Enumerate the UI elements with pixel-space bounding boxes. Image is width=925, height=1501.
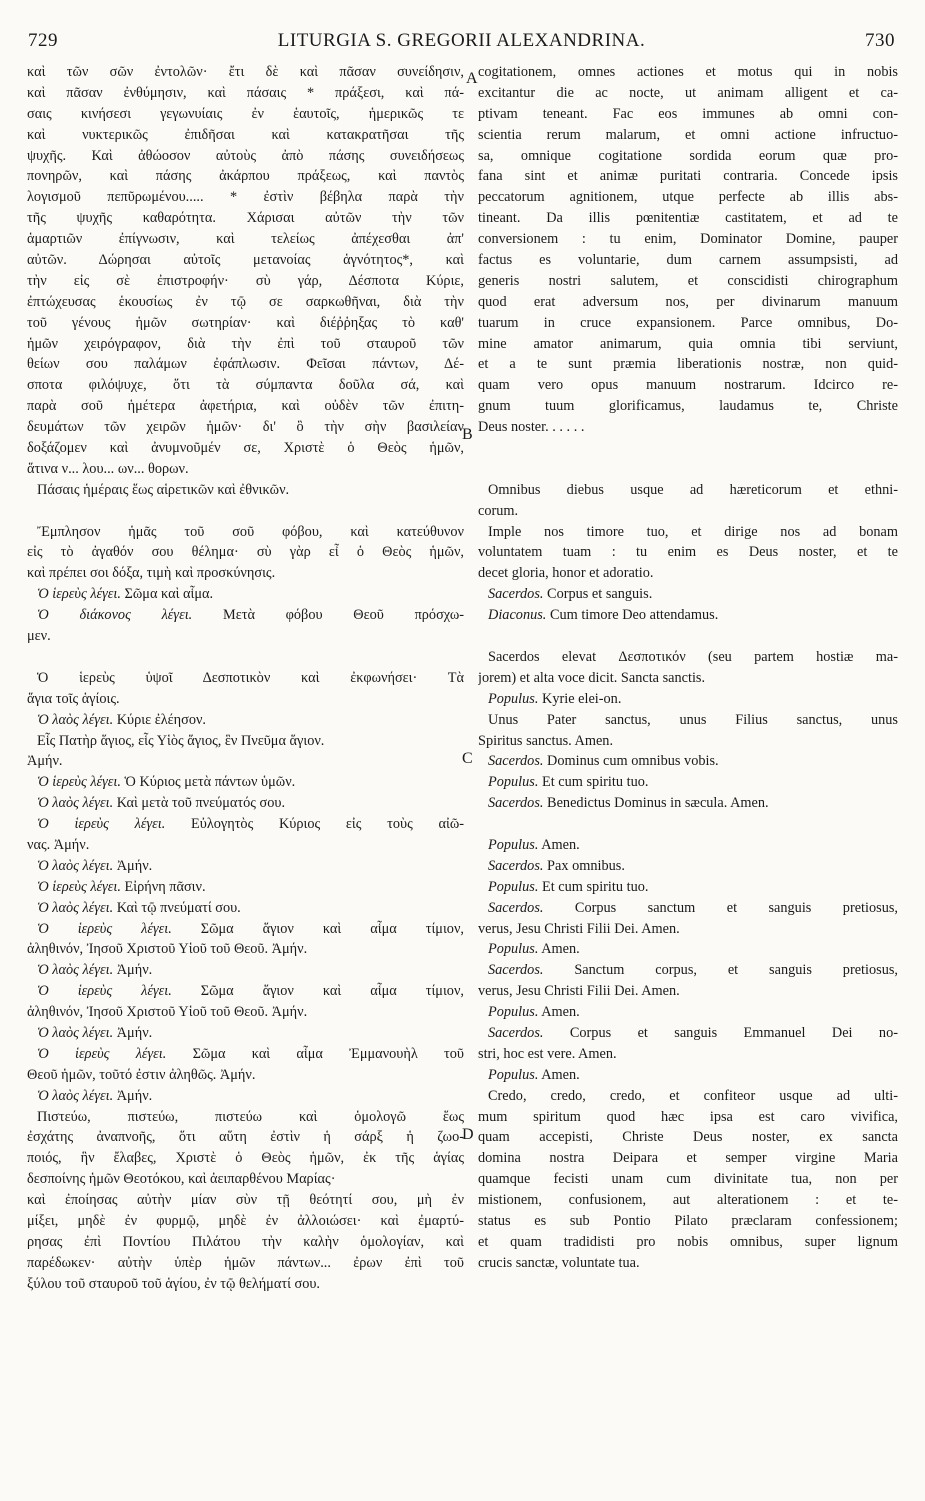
greek-text-line: δευμάτων τῶν χειρῶν ἡμῶν· δι' ὃ τὴν σὴν βασιλείαν: [27, 419, 464, 436]
column-marker-b: B: [462, 426, 473, 443]
greek-text-line: Θεοῦ ἡμῶν, τοῦτό ἐστιν ἀληθῶς. Ἀμήν.: [27, 1066, 256, 1083]
latin-text-line: Sacerdos. Corpus et sanguis.: [488, 586, 653, 603]
greek-text-line: Ὁ ἱερεὺς λέγει. Εἰρήνη πᾶσιν.: [37, 878, 206, 895]
speaker-rubric: Populus.: [488, 1004, 539, 1021]
greek-text-line: σαις κινήσεσι γεγωνυίαις ἐν ἑαυτοῖς, ἡμερικῶς τε: [27, 105, 464, 122]
page-header: [28, 30, 895, 58]
greek-text-line: Ὁ ἱερεὺς λέγει. Σῶμα καὶ αἷμα.: [37, 586, 214, 603]
greek-text-line: Ὁ λαὸς λέγει. Κύριε ἐλέησον.: [37, 711, 207, 728]
greek-text-line: παρὰ σοῦ ἡμέτερα ἀφετήρια, καὶ οὐδὲν τῶν ἐπιτη-: [27, 398, 464, 415]
speaker-rubric: Populus.: [488, 941, 539, 958]
speaker-rubric: Ὁ λαὸς λέγει.: [37, 857, 114, 874]
greek-text-line: ρησας ἐπὶ Ποντίου Πιλάτου τὴν καλὴν ὁμολογίαν, καὶ: [27, 1233, 464, 1250]
greek-text-line: Ὁ λαὸς λέγει. Καὶ τῷ πνεύματί σου.: [37, 899, 241, 916]
page-number-right: 730: [865, 30, 895, 51]
greek-text-line: τῆς ψυχῆς καθαρότητα. Χάρισαι αὐτῶν τὴν τῶν: [27, 210, 464, 227]
greek-text-line: ἅτινα ν... λου... ων... θορων.: [27, 460, 189, 477]
latin-text-line: Populus. Amen.: [488, 1004, 580, 1021]
greek-text-line: παρέδωκεν· αὐτὴν ὑπὲρ ἡμῶν πάντων... ἐρων ἐπὶ τοῦ: [27, 1254, 464, 1271]
greek-text-line: ἐσχάτης ἀναπνοῆς, ὅτι αὕτη ἐστὶν ἡ σάρξ ἡ ζωο-: [27, 1129, 464, 1146]
latin-text-line: Spiritus sanctus. Amen.: [478, 732, 614, 749]
speaker-rubric: Populus.: [488, 690, 539, 707]
greek-text-line: καὶ πρέπει σοι δόξα, τιμὴ καὶ προσκύνησις.: [27, 565, 276, 582]
greek-text-line: Εἷς Πατὴρ ἅγιος, εἷς Υἱὸς ἅγιος, ἓν Πνεῦμα ἅγιον.: [37, 732, 325, 749]
latin-text-line: status es sub Pontio Pilato præclaram confessionem;: [478, 1212, 898, 1229]
latin-text-line: Diaconus. Cum timore Deo attendamus.: [488, 607, 719, 624]
greek-text-line: Ὁ λαὸς λέγει. Ἀμήν.: [37, 1024, 153, 1041]
latin-text-line: et a te sunt præmia liberationis nostræ, non quid-: [478, 356, 898, 373]
column-marker-d: D: [462, 1126, 474, 1143]
latin-text-line: tuarum in cruce expansionem. Parce omnibus, Do-: [478, 314, 898, 331]
latin-text-line: sa, omnique cogitatione sordida eorum quæ pro-: [478, 147, 898, 164]
latin-text-line: Populus. Amen.: [488, 836, 580, 853]
greek-text-line: ἀληθινόν, Ἰησοῦ Χριστοῦ Υἱοῦ τοῦ Θεοῦ. Ἀμήν.: [27, 1004, 308, 1021]
greek-text-line: σποτα φιλόψυχε, ὅτι τὰ σύμπαντα δοῦλα σά, καὶ: [27, 377, 464, 394]
latin-text-line: Populus. Et cum spiritu tuo.: [488, 878, 649, 895]
speaker-rubric: Sacerdos.: [488, 899, 544, 916]
greek-text-line: δοξάζομεν καὶ ἀνυμνοῦμέν σε, Χριστὲ ὁ Θεὸς ἡμῶν,: [27, 440, 464, 457]
greek-text-line: Ἀμήν.: [27, 753, 63, 770]
greek-text-line: πονηρῶν, καὶ πάσης ἀκάρπου πράξεως, καὶ παντὸς: [27, 168, 464, 185]
greek-text-line: καὶ νυκτερικῶς ἐπιδῆσαι καὶ κατακρατῆσαι τῆς: [27, 126, 464, 143]
greek-text-line: Ὁ λαὸς λέγει. Ἀμήν.: [37, 1087, 153, 1104]
greek-text-line: θείων σου παλάμων ἐφάπλωσιν. Φεῖσαι πάντων, Δέ-: [27, 356, 464, 373]
speaker-rubric: Populus.: [488, 774, 539, 791]
latin-text-line: tineant. Da illis pœnitentiæ castitatem, et ad te: [478, 210, 898, 227]
latin-text-line: Sacerdos elevat Δεσποτικόν (seu partem hostiæ ma-: [488, 648, 898, 665]
speaker-rubric: Ὁ διάκονος λέγει.: [37, 607, 193, 624]
latin-text-line: Populus. Et cum spiritu tuo.: [488, 774, 649, 791]
latin-text-line: corum.: [478, 502, 519, 519]
greek-text-line: Πιστεύω, πιστεύω, πιστεύω καὶ ὁμολογῶ ἕως: [37, 1108, 464, 1125]
speaker-rubric: Ὁ λαὸς λέγει.: [37, 1087, 114, 1104]
latin-text-line: excitantur die ac nocte, ut animam alligent et ca-: [478, 84, 898, 101]
latin-text-line: quam vero opus manuum nostrarum. Idcirco re-: [478, 377, 898, 394]
latin-text-line: decet gloria, honor et adoratio.: [478, 565, 654, 582]
greek-text-line: Ὁ ἱερεὺς λέγει. Ὁ Κύριος μετὰ πάντων ὑμῶν.: [37, 774, 296, 791]
latin-text-line: Sacerdos. Sanctum corpus, et sanguis pretiosus,: [488, 962, 898, 979]
speaker-rubric: Ὁ ἱερεὺς λέγει.: [37, 774, 121, 791]
column-marker-c: C: [462, 750, 473, 767]
greek-text-line: αὐτῶν. Δώρησαι αὐτοῖς μετανοίας ἁγνότητος*, καὶ: [27, 252, 464, 269]
latin-text-line: mistionem, confusionem, aut alterationem : et te-: [478, 1192, 898, 1209]
greek-text-line: νας. Ἀμήν.: [27, 836, 90, 853]
latin-text-line: mum spiritum quod hæc ipsa est caro vivifica,: [478, 1108, 898, 1125]
latin-text-line: scientia rerum malarum, et omni actione infructuo-: [478, 126, 898, 143]
latin-text-line: quam accepisti, Christe Deus noster, ex sancta: [478, 1129, 898, 1146]
greek-text-line: Πάσαις ἡμέραις ἕως αἱρετικῶν καὶ ἐθνικῶν.: [37, 481, 290, 498]
speaker-rubric: Sacerdos.: [488, 1024, 544, 1041]
latin-text-line: Sacerdos. Pax omnibus.: [488, 857, 625, 874]
latin-text-line: [478, 814, 898, 835]
greek-text-line: εἰς τὸ ἀγαθόν σου θέλημα· σὺ γὰρ εἶ ὁ Θεὸς ἡμῶν,: [27, 544, 464, 561]
greek-text-line: [27, 501, 464, 522]
latin-text-line: verus, Jesu Christi Filii Dei. Amen.: [478, 983, 680, 1000]
speaker-rubric: Ὁ ἱερεὺς λέγει.: [37, 586, 121, 603]
greek-column: [27, 62, 464, 1295]
greek-text-line: Ὁ ἱερεὺς λέγει. Εὐλογητὸς Κύριος εἰς τοὺς αἰῶ-: [37, 816, 464, 833]
speaker-rubric: Ὁ λαὸς λέγει.: [37, 962, 114, 979]
speaker-rubric: Diaconus.: [488, 607, 547, 624]
latin-text-line: Sacerdos. Dominus cum omnibus vobis.: [488, 753, 719, 770]
speaker-rubric: Ὁ ἱερεὺς λέγει.: [37, 878, 121, 895]
speaker-rubric: Ὁ ἱερεὺς λέγει.: [37, 1045, 167, 1062]
latin-text-line: voluntatem tuam : tu enim es Deus noster, et te: [478, 544, 898, 561]
speaker-rubric: Ὁ λαὸς λέγει.: [37, 711, 114, 728]
speaker-rubric: Sacerdos.: [488, 795, 544, 812]
latin-text-line: et quam tradidisti pro nobis omnibus, super lignum: [478, 1233, 898, 1250]
speaker-rubric: Ὁ ἱερεὺς λέγει.: [37, 816, 166, 833]
speaker-rubric: Ὁ ἱερεὺς λέγει.: [37, 983, 172, 1000]
speaker-rubric: Populus.: [488, 1066, 539, 1083]
greek-text-line: λογισμοῦ πεπῦρωμένου..... * ἐστὶν βέβηλα παρὰ τὴν: [27, 189, 464, 206]
greek-text-line: μίξει, μηδὲ ἐν φυρμῷ, μηδὲ ἐν ἀλλοιώσει· καὶ ἐμαρτύ-: [27, 1212, 464, 1229]
latin-text-line: Imple nos timore tuo, et dirige nos ad bonam: [488, 523, 898, 540]
greek-text-line: Ὁ λαὸς λέγει. Ἀμήν.: [37, 857, 153, 874]
page-number-left: 729: [28, 30, 58, 51]
latin-text-line: Omnibus diebus usque ad hæreticorum et ethni-: [488, 481, 898, 498]
latin-text-line: jorem) et alta voce dicit. Sancta sanctis.: [478, 669, 706, 686]
latin-text-line: Credo, credo, credo, et confiteor usque ad ulti-: [488, 1087, 898, 1104]
latin-text-line: Deus noster. . . . . .: [478, 419, 585, 436]
greek-text-line: τὴν εἰς σὲ ἐπιστροφήν· σὺ γάρ, Δέσποτα Κύριε,: [27, 272, 464, 289]
greek-text-line: καὶ τῶν σῶν ἐντολῶν· ἔτι δὲ καὶ πᾶσαν συνείδησιν,: [27, 64, 464, 80]
latin-text-line: gnum tuum glorificamus, laudamus te, Christe: [478, 398, 898, 415]
greek-text-line: Ὁ ἱερεὺς λέγει. Σῶμα καὶ αἷμα Ἐμμανουὴλ τοῦ: [37, 1045, 464, 1062]
speaker-rubric: Sacerdos.: [488, 586, 544, 603]
greek-text-line: ψυχῆς. Καὶ ἀθώοσον αὐτοὺς ἀπὸ πάσης συνειδήσεως: [27, 147, 464, 164]
speaker-rubric: Ὁ λαὸς λέγει.: [37, 899, 114, 916]
column-marker-a: A: [466, 70, 478, 87]
latin-text-line: Populus. Amen.: [488, 1066, 580, 1083]
latin-text-line: conversionem : tu enim, Dominator Domine, pauper: [478, 231, 898, 248]
running-title: LITURGIA S. GREGORII ALEXANDRINA.: [277, 30, 646, 51]
latin-text-line: ptivam teneant. Fac eos immunes ab omni con-: [478, 105, 898, 122]
latin-text-line: [478, 438, 898, 459]
latin-text-line: Populus. Kyrie elei-on.: [488, 690, 622, 707]
greek-text-line: ἡμῶν χειρόγραφον, διὰ τὴν ἐπὶ τοῦ σταυροῦ τῶν: [27, 335, 464, 352]
latin-text-line: peccatorum agnitionem, utque perfecte ab illis abs-: [478, 189, 898, 206]
greek-text-line: Ὁ λαὸς λέγει. Ἀμήν.: [37, 962, 153, 979]
speaker-rubric: Ὁ λαὸς λέγει.: [37, 1024, 114, 1041]
speaker-rubric: Populus.: [488, 878, 539, 895]
latin-text-line: stri, hoc est vere. Amen.: [478, 1045, 617, 1062]
greek-text-line: ξύλου τοῦ σταυροῦ τοῦ ἁγίου, ἐν τῷ θελήματί σου.: [27, 1275, 321, 1292]
latin-text-line: generis nostri salutem, et conscidisti chirographum: [478, 272, 898, 289]
speaker-rubric: Populus.: [488, 836, 539, 853]
greek-text-line: ἅγια τοῖς ἁγίοις.: [27, 690, 120, 707]
latin-text-line: [478, 459, 898, 480]
greek-text-line: Ὁ ἱερεὺς ὑψοῖ Δεσποτικὸν καὶ ἐκφωνήσει· Τὰ: [37, 669, 464, 686]
latin-text-line: quamque fecisti unam cum divinitate tua, non per: [478, 1171, 898, 1188]
latin-text-line: Sacerdos. Corpus et sanguis Emmanuel Dei no-: [488, 1024, 898, 1041]
speaker-rubric: Sacerdos.: [488, 753, 544, 770]
greek-text-line: μεν.: [27, 628, 51, 645]
speaker-rubric: Ὁ ἱερεὺς λέγει.: [37, 920, 172, 937]
latin-text-line: Sacerdos. Corpus sanctum et sanguis pretiosus,: [488, 899, 898, 916]
latin-text-line: Populus. Amen.: [488, 941, 580, 958]
greek-text-line: τοῦ γένους ἡμῶν σωτηρίαν· καὶ διέῤῥηξας τὸ καθ': [27, 314, 464, 331]
greek-text-line: καὶ πᾶσαν ἐνθύμησιν, καὶ πάσαις * πράξεσι, καὶ πά-: [27, 84, 464, 101]
latin-text-line: verus, Jesu Christi Filii Dei. Amen.: [478, 920, 680, 937]
greek-text-line: δεσποίνης ἡμῶν Θεοτόκου, καὶ ἀειπαρθένου Μαρίας·: [27, 1171, 336, 1188]
latin-text-line: fana sint et animæ puritati contraria. Concede ipsis: [478, 168, 898, 185]
latin-text-line: Sacerdos. Benedictus Dominus in sæcula. Amen.: [488, 795, 769, 812]
speaker-rubric: Ὁ λαὸς λέγει.: [37, 795, 114, 812]
greek-text-line: Ὁ ἱερεὺς λέγει. Σῶμα ἅγιον καὶ αἷμα τίμιον,: [37, 983, 464, 1000]
speaker-rubric: Sacerdos.: [488, 857, 544, 874]
latin-column: [478, 62, 898, 1274]
greek-text-line: ποιός, ἣν ἔλαβες, Χριστὲ ὁ Θεὸς ἡμῶν, ἐκ τῆς ἁγίας: [27, 1150, 464, 1167]
latin-text-line: factus es voluntarie, dum carnem assumpsisti, ad: [478, 252, 898, 269]
latin-text-line: quod erat adversum nos, per divinarum manuum: [478, 293, 898, 310]
greek-text-line: ἐπτώχευσας ἑκουσίως ἐν τῷ σε σαρκωθῆναι, διὰ τὴν: [27, 293, 464, 310]
greek-text-line: ἀληθινόν, Ἰησοῦ Χριστοῦ Υἱοῦ τοῦ Θεοῦ. Ἀμήν.: [27, 941, 308, 958]
latin-text-line: [478, 626, 898, 647]
latin-text-line: cogitationem, omnes actiones et motus qui in nobis: [478, 64, 898, 80]
greek-text-line: Ἔμπλησον ἡμᾶς τοῦ σοῦ φόβου, καὶ κατεύθυνον: [37, 523, 464, 540]
latin-text-line: Unus Pater sanctus, unus Filius sanctus, unus: [488, 711, 898, 728]
greek-text-line: Ὁ ἱερεὺς λέγει. Σῶμα ἅγιον καὶ αἷμα τίμιον,: [37, 920, 464, 937]
latin-text-line: mine amator animarum, quia omnia tibi serviunt,: [478, 335, 898, 352]
greek-text-line: καὶ ἐποίησας αὐτὴν μίαν σὺν τῇ θεότητί σου, μὴ ἐν: [27, 1192, 464, 1209]
latin-text-line: domina nostra Deipara et semper virgine Maria: [478, 1150, 898, 1167]
greek-text-line: ἁμαρτιῶν ἐπίγνωσιν, καὶ τελείως ἀπέχεσθαι ἀπ': [27, 231, 464, 248]
speaker-rubric: Sacerdos.: [488, 962, 544, 979]
latin-text-line: crucis sanctæ, voluntate tua.: [478, 1254, 640, 1271]
greek-text-line: [27, 647, 464, 668]
greek-text-line: Ὁ λαὸς λέγει. Καὶ μετὰ τοῦ πνεύματός σου.: [37, 795, 286, 812]
greek-text-line: Ὁ διάκονος λέγει. Μετὰ φόβου Θεοῦ πρόσχω-: [37, 607, 464, 624]
